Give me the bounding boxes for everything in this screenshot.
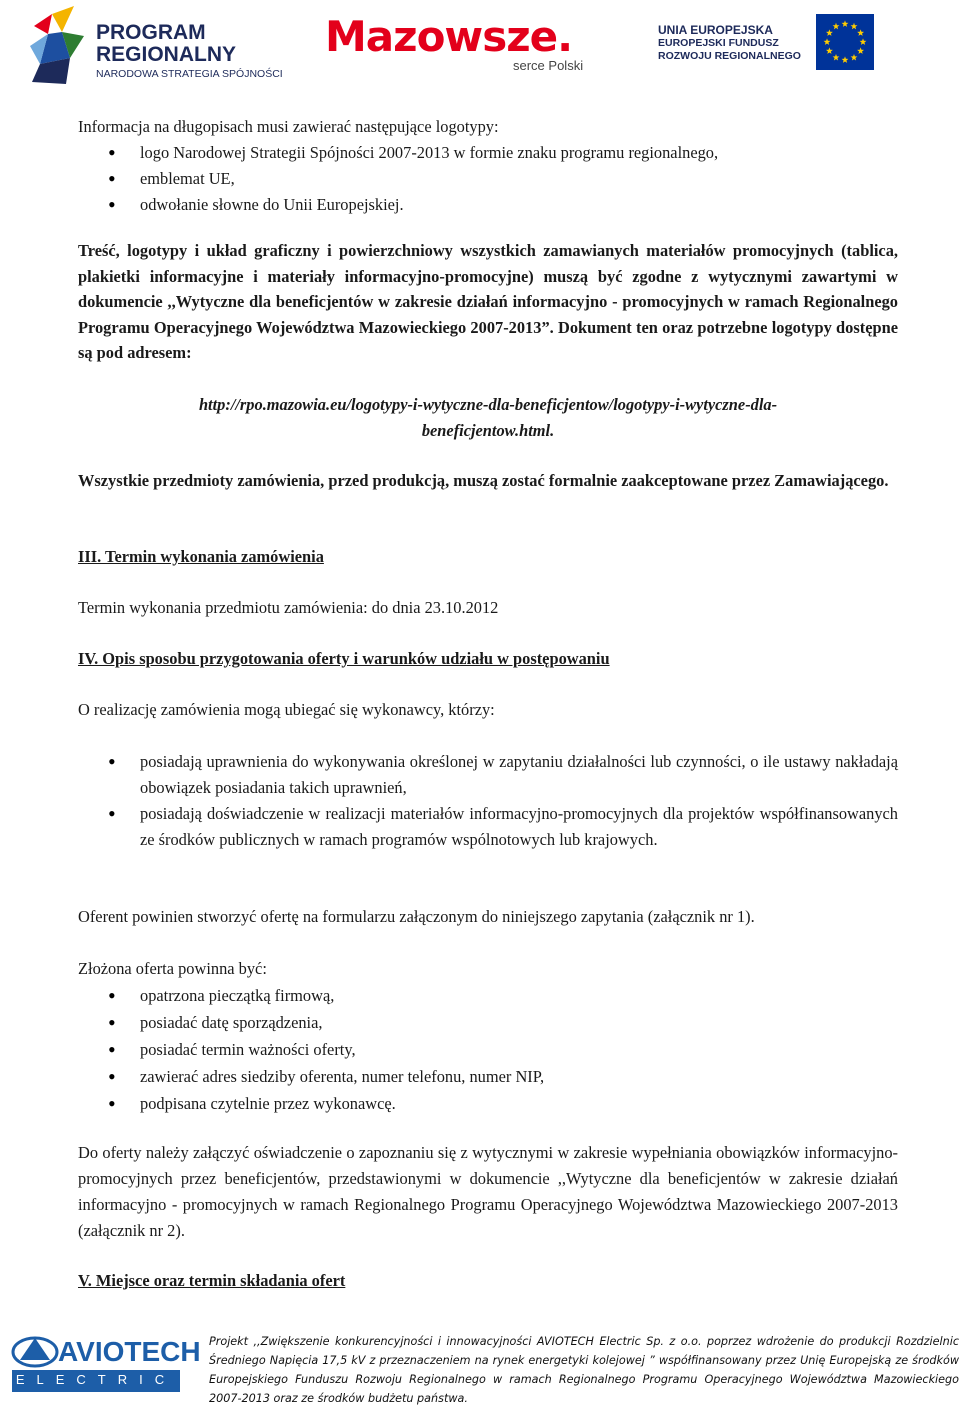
offer-intro: Złożona oferta powinna być:: [78, 959, 267, 978]
program-title: [96, 22, 236, 66]
intro-block: [78, 114, 898, 218]
program-title-line1: PROGRAM: [96, 21, 206, 44]
offer-list: [78, 982, 898, 1117]
page-header: [0, 0, 960, 95]
list-item: • posiadają doświadczenie w realizacji materiałów informacyjno-promocyjnych dla projektów współfinansowanych ze środków publicznych w ramach programów wspólnotowych lub krajowych.: [78, 801, 898, 853]
list-item: • posiadać termin ważności oferty,: [78, 1036, 898, 1063]
section4-intro: O realizację zamówienia mogą ubiegać się wykonawcy, którzy:: [78, 700, 495, 719]
guidelines-paragraph: Treść, logotypy i układ graficzny i powierzchniowy wszystkich zamawianych materiałów promocyjnych (tablica, plakietki informacyjne i materiały informacyjno-promocyjne) muszą być zgodne z wytycznymi zawartymi w dokumencie ,,Wytyczne dla beneficjentów w zakresie działań informacyjno - promocyjnych w ramach Regionalnego Programu Operacyjnego Województwa Mazowieckiego 2007-2013”. Dokument ten oraz potrzebne logotypy dostępne są pod adresem:: [78, 241, 898, 363]
aviotech-emblem-icon: [10, 1334, 60, 1370]
section3-text: Termin wykonania przedmiotu zamówienia: do dnia 23.10.2012: [78, 598, 499, 617]
list-item: • emblemat UE,: [78, 166, 898, 192]
page-footer: [0, 1322, 960, 1404]
list-item: • opatrzona pieczątką firmową,: [78, 982, 898, 1009]
eu-line2: EUROPEJSKI FUNDUSZ: [658, 37, 779, 49]
eu-text: [658, 24, 801, 63]
program-regionalny-logo: [26, 6, 296, 86]
list-item: • podpisana czytelnie przez wykonawcę.: [78, 1090, 898, 1117]
nss-star-icon: [26, 6, 88, 86]
url-line2: beneficjentow.html.: [421, 421, 555, 440]
mazowsze-tagline: serce Polski: [513, 58, 584, 73]
eu-flag-icon: [816, 14, 874, 70]
acceptance-paragraph: Wszystkie przedmioty zamówienia, przed produkcją, muszą zostać formalnie zaakceptowane przez Zamawiającego.: [78, 471, 889, 490]
guidelines-url: [78, 392, 898, 444]
aviotech-wordmark: AVIOTECH: [58, 1336, 201, 1367]
list-item: • zawierać adres siedziby oferenta, numer telefonu, numer NIP,: [78, 1063, 898, 1090]
program-title-line2: REGIONALNY: [96, 43, 237, 66]
url-line1: http://rpo.mazowia.eu/logotypy-i-wytyczne-dla-beneficjentow/logotypy-i-wytyczne-dla-: [198, 395, 778, 414]
eu-line3: ROZWOJU REGIONALNEGO: [658, 50, 801, 62]
offer-requirements: [78, 956, 898, 1117]
aviotech-subtitle: ELECTRIC: [15, 1372, 177, 1387]
intro-text: Informacja na długopisach musi zawierać następujące logotypy:: [78, 117, 499, 136]
aviotech-logo: [4, 1334, 201, 1396]
list-item: • odwołanie słowne do Unii Europejskiej.: [78, 192, 898, 218]
list-item: • posiadają uprawnienia do wykonywania określonej w zapytaniu działalności lub czynności, o ile ustawy nakładają obowiązek posiadania takich uprawnień,: [78, 749, 898, 801]
footer-project-text: Projekt ,,Zwiększenie konkurencyjności i innowacyjności AVIOTECH Electric Sp. z o.o. poprzez wdrożenie do produkcji Rozdzielnic Średniego Napięcia 17,5 kV z przeznaczeniem na rynek energetyki kolejowej ” współfinansowany przez Unię Europejską ze środków Europejskiego Funduszu Rozwoju Regionalnego w ramach Regionalnego Programu Operacyjnego Województwa Mazowieckiego 2007-2013 oraz ze środków budżetu państwa.: [209, 1335, 959, 1405]
list-item: • posiadać datę sporządzenia,: [78, 1009, 898, 1036]
eligibility-list: [78, 749, 898, 853]
eu-logo: [658, 14, 878, 74]
attachment-paragraph: Do oferty należy załączyć oświadczenie o zapoznaniu się z wytycznymi w zakresie wypełniania obowiązków informacyjno-promocyjnych przez beneficjentów, przedstawionymi w dokumencie ,,Wytyczne dla beneficjentów w zakresie działań informacyjno - promocyjnych w ramach Regionalnego Programu Operacyjnego Województwa Mazowieckiego 2007-2013 (załącznik nr 2).: [78, 1143, 898, 1240]
program-subtitle: NARODOWA STRATEGIA SPÓJNOŚCI: [96, 68, 283, 80]
mazowsze-logo: [325, 12, 605, 82]
section3-heading: III. Termin wykonania zamówienia: [78, 547, 324, 566]
eu-line1: UNIA EUROPEJSKA: [658, 23, 773, 37]
intro-list: [78, 140, 898, 218]
mazowsze-wordmark: Mazowsze.: [325, 12, 573, 61]
section4-heading: IV. Opis sposobu przygotowania oferty i warunków udziału w postępowaniu: [78, 649, 610, 668]
list-item: • logo Narodowej Strategii Spójności 2007-2013 w formie znaku programu regionalnego,: [78, 140, 898, 166]
section5-heading: V. Miejsce oraz termin składania ofert: [78, 1271, 346, 1290]
offer-form-text: Oferent powinien stworzyć ofertę na formularzu załączonym do niniejszego zapytania (załącznik nr 1).: [78, 907, 755, 926]
